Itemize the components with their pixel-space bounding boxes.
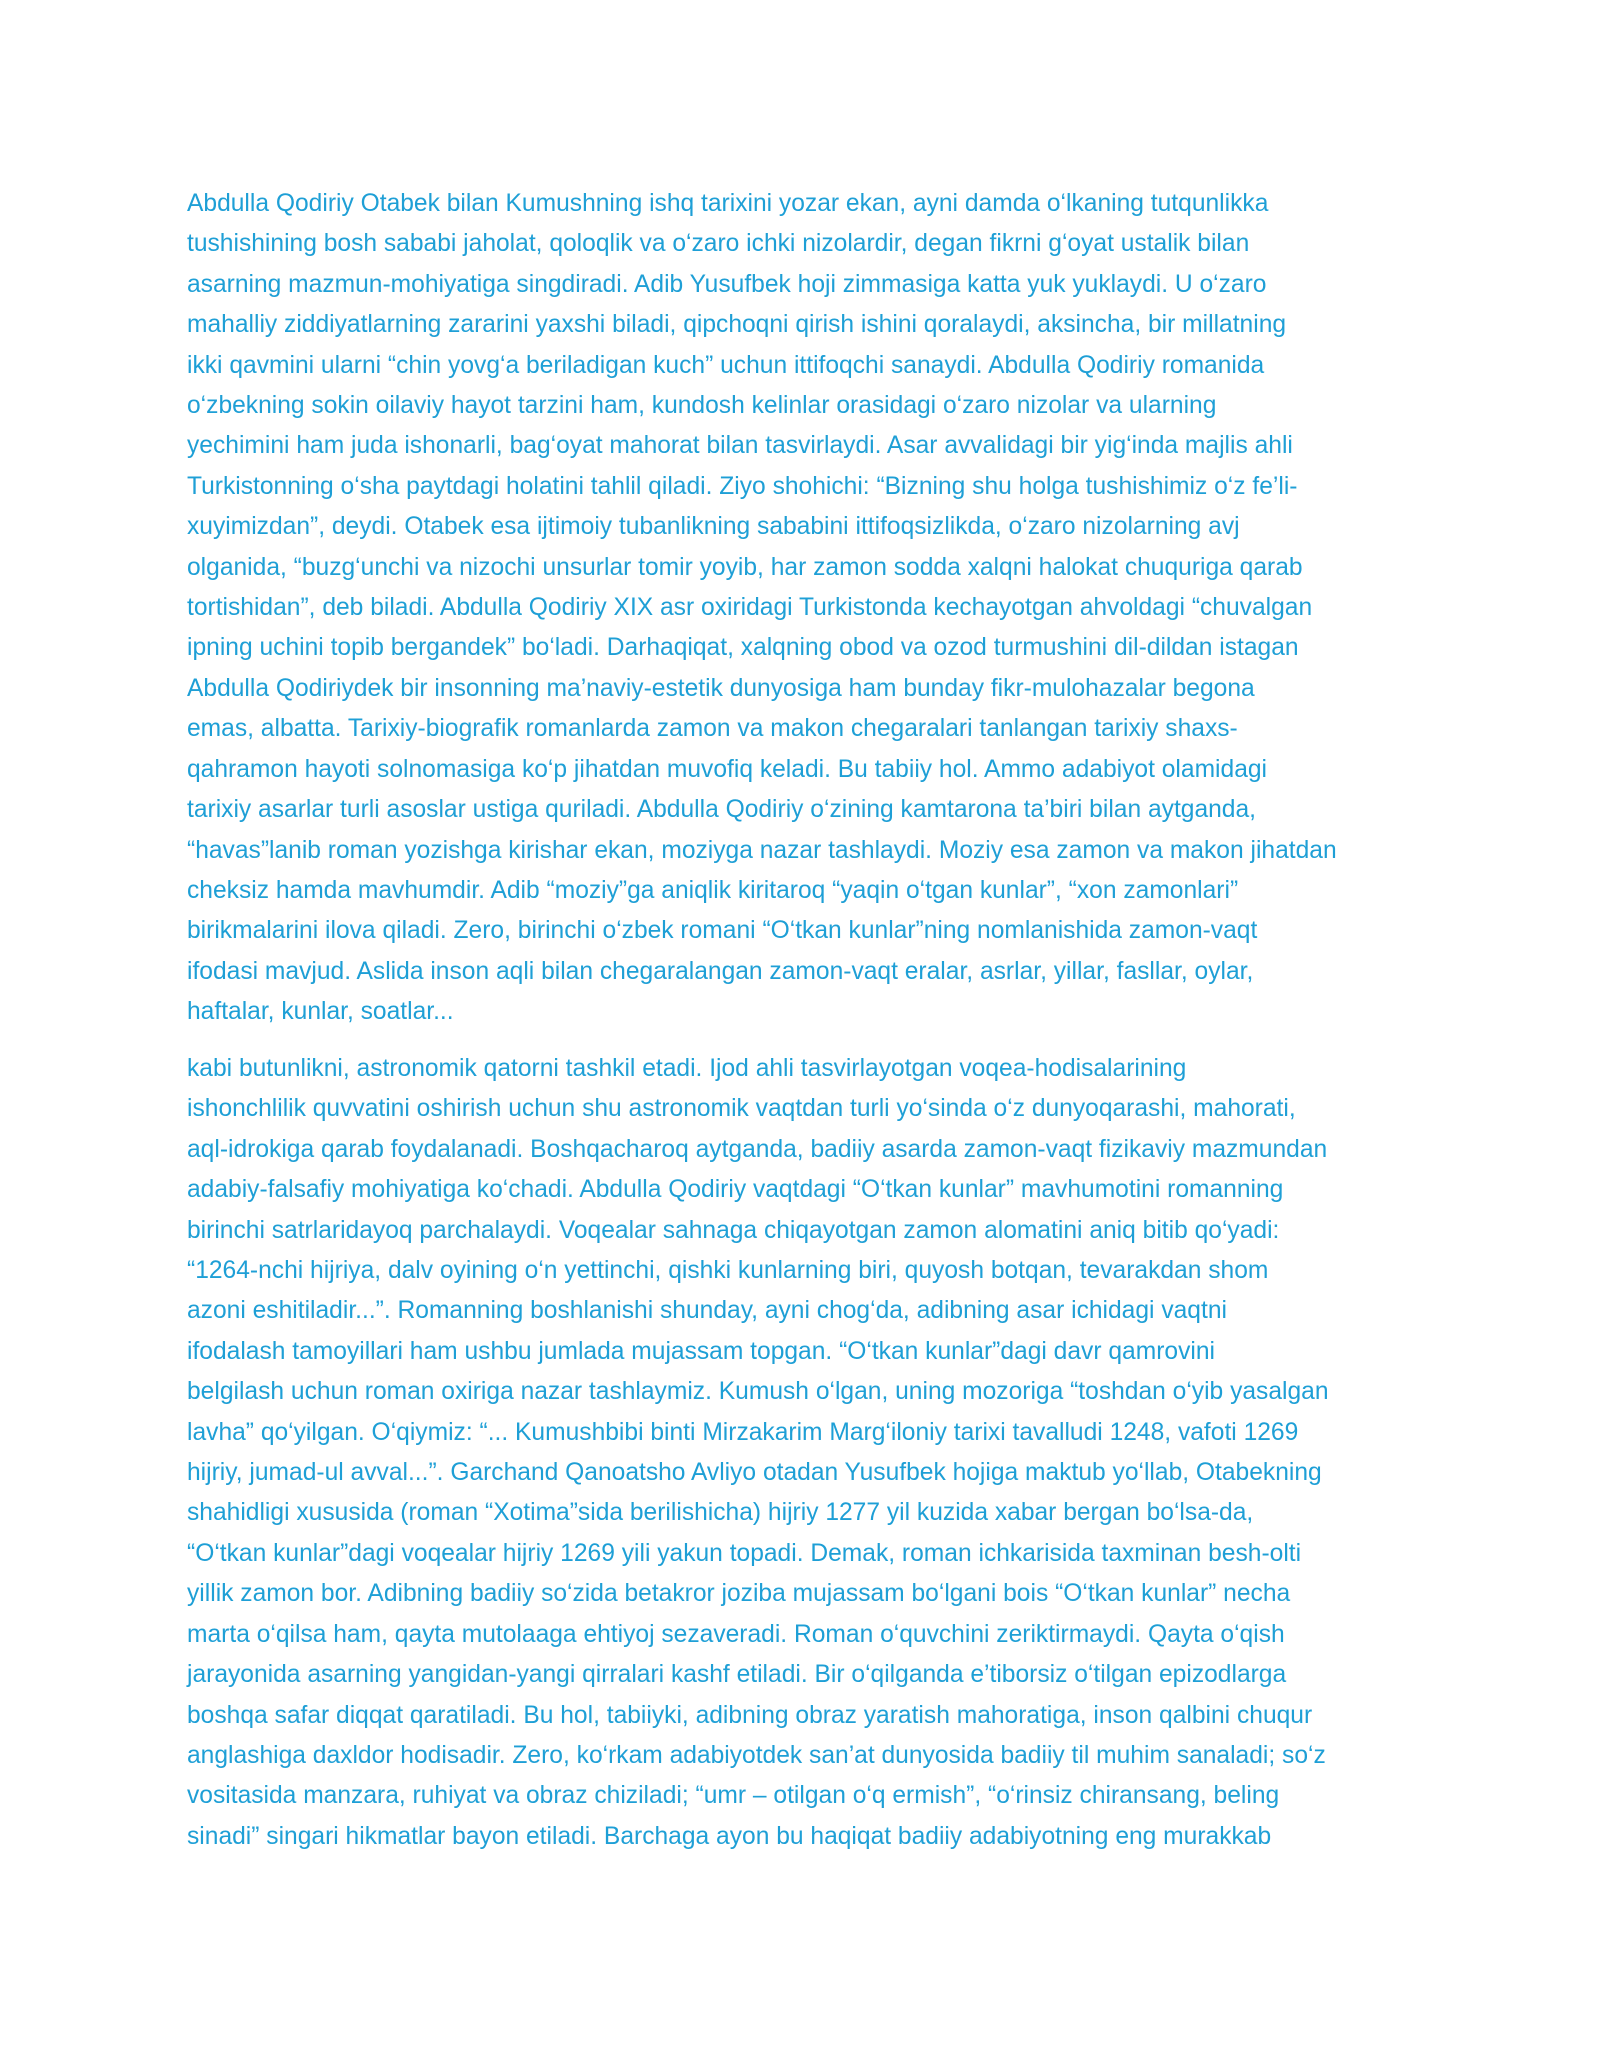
paragraph-2 [187, 1049, 1405, 1857]
text-line: tortishidan”, deb biladi. Abdulla Qodiriy XIX asr oxiridagi Turkistonda kechayotgan ahvoldagi “chuvalgan [187, 594, 1313, 622]
text-line: boshqa safar diqqat qaratiladi. Bu hol, tabiiyki, adibning obraz yaratish mahoratiga, inson qalbini chuqur [187, 1701, 1313, 1729]
text-line: yechimini ham juda ishonarli, bag‘oyat mahorat bilan tasvirlaydi. Asar avvalidagi bir yig‘inda majlis ahli [187, 432, 1293, 460]
text-line: ishonchlilik quvvatini oshirish uchun shu astronomik vaqtdan turli yo‘sinda o‘z dunyoqarashi, mahorati, [187, 1095, 1296, 1123]
text-line: xuyimizdan”, deydi. Otabek esa ijtimoiy tubanlikning sababini ittifoqsizlikda, o‘zaro nizolarning avj [187, 513, 1240, 541]
text-line: o‘zbekning sokin oilaviy hayot tarzini ham, kundosh kelinlar orasidagi o‘zaro nizolar va ularning [187, 392, 1217, 420]
text-line: anglashiga daxldor hodisadir. Zero, ko‘rkam adabiyotdek san’at dunyosida badiiy til muhim sanaladi; so‘z [187, 1741, 1326, 1769]
text-line: “havas”lanib roman yozishga kirishar ekan, moziyga nazar tashlaydi. Moziy esa zamon va makon jihatdan [187, 836, 1337, 864]
text-line: ifodalash tamoyillari ham ushbu jumlada mujassam topgan. “O‘tkan kunlar”dagi davr qamrovini [187, 1337, 1215, 1365]
text-line: cheksiz hamda mavhumdir. Adib “moziy”ga aniqlik kiritaroq “yaqin o‘tgan kunlar”, “xon zamonlari” [187, 876, 1239, 904]
text-line: olganida, “buzg‘unchi va nizochi unsurlar tomir yoyib, har zamon sodda xalqni halokat chuquriga qarab [187, 553, 1303, 581]
text-line: “1264-nchi hijriya, dalv oyining o‘n yettinchi, qishki kunlarning biri, quyosh botqan, tevarakdan shom [187, 1257, 1269, 1285]
text-line: belgilash uchun roman oxiriga nazar tashlaymiz. Kumush o‘lgan, uning mozoriga “toshdan o‘yib yasalgan [187, 1378, 1329, 1406]
text-line: adabiy-falsafiy mohiyatiga ko‘chadi. Abdulla Qodiriy vaqtdagi “O‘tkan kunlar” mavhumotini romanning [187, 1176, 1284, 1204]
text-line: Abdulla Qodiriydek bir insonning ma’naviy-estetik dunyosiga ham bunday fikr-mulohazalar begona [187, 674, 1255, 702]
text-line: ikki qavmini ularni “chin yovg‘a beriladigan kuch” uchun ittifoqchi sanaydi. Abdulla Qodiriy romanida [187, 351, 1265, 379]
text-line: vositasida manzara, ruhiyat va obraz chiziladi; “umr – otilgan o‘q ermish”, “o‘rinsiz chiransang, beling [187, 1782, 1280, 1810]
text-line: emas, albatta. Tarixiy-biografik romanlarda zamon va makon chegaralari tanlangan tarixiy shaxs- [187, 715, 1238, 743]
text-line: asarning mazmun-mohiyatiga singdiradi. Adib Yusufbek hoji zimmasiga katta yuk yuklaydi. U o‘zaro [187, 270, 1267, 298]
text-line: birinchi satrlaridayoq parchalaydi. Voqealar sahnaga chiqayotgan zamon alomatini aniq bitib qo‘yadi: [187, 1216, 1280, 1244]
text-line: shahidligi xususida (roman “Xotima”sida berilishicha) hijriy 1277 yil kuzida xabar bergan bo‘lsa-da, [187, 1499, 1254, 1527]
paragraph-1 [187, 184, 1405, 1033]
text-line: kabi butunlikni, astronomik qatorni tashkil etadi. Ijod ahli tasvirlayotgan voqea-hodisalarining [187, 1055, 1187, 1082]
text-line: ifodasi mavjud. Aslida inson aqli bilan chegaralangan zamon-vaqt eralar, asrlar, yillar, fasllar, oylar, [187, 957, 1254, 985]
text-line: “O‘tkan kunlar”dagi voqealar hijriy 1269 yili yakun topadi. Demak, roman ichkarisida taxminan besh-olti [187, 1539, 1302, 1567]
text-line: Turkistonning o‘sha paytdagi holatini tahlil qiladi. Ziyo shohichi: “Bizning shu holga tushishimiz o‘z fe’li- [187, 472, 1298, 500]
text-line: sinadi” singari hikmatlar bayon etiladi. Barchaga ayon bu haqiqat badiiy adabiyotning eng murakkab [187, 1822, 1272, 1850]
text-line: tarixiy asarlar turli asoslar ustiga quriladi. Abdulla Qodiriy o‘zining kamtarona ta’biri bilan aytganda, [187, 796, 1256, 824]
text-line: yillik zamon bor. Adibning badiiy so‘zida betakror joziba mujassam bo‘lgani bois “O‘tkan kunlar” necha [187, 1580, 1291, 1608]
text-line: Abdulla Qodiriy Otabek bilan Kumushning ishq tarixini yozar ekan, ayni damda o‘lkaning tutqunlikka [187, 190, 1269, 217]
text-line: jarayonida asarning yangidan-yangi qirralari kashf etiladi. Bir o‘qilganda e’tiborsiz o‘tilgan epizodlarga [187, 1661, 1287, 1689]
text-line: marta o‘qilsa ham, qayta mutolaaga ehtiyoj sezaveradi. Roman o‘quvchini zeriktirmaydi. Qayta o‘qish [187, 1620, 1285, 1648]
text-line: ipning uchini topib bergandek” bo‘ladi. Darhaqiqat, xalqning obod va ozod turmushini dil-dildan istagan [187, 634, 1299, 662]
text-line: aql-idrokiga qarab foydalanadi. Boshqacharoq aytganda, badiiy asarda zamon-vaqt fizikaviy mazmundan [187, 1135, 1328, 1163]
text-line: hijriy, jumad-ul avval...”. Garchand Qanoatsho Avliyo otadan Yusufbek hojiga maktub yo‘llab, Otabekning [187, 1459, 1322, 1487]
text-line: azoni eshitiladir...”. Romanning boshlanishi shunday, ayni chog‘da, adibning asar ichidagi vaqtni [187, 1297, 1227, 1325]
text-line: qahramon hayoti solnomasiga ko‘p jihatdan muvofiq keladi. Bu tabiiy hol. Ammo adabiyot olamidagi [187, 755, 1268, 783]
text-line: lavha” qo‘yilgan. O‘qiymiz: “... Kumushbibi binti Mirzakarim Marg‘iloniy tarixi tavalludi 1248, vafoti 1269 [187, 1418, 1299, 1446]
text-line: birikmalarini ilova qiladi. Zero, birinchi o‘zbek romani “O‘tkan kunlar”ning nomlanishida zamon-vaqt [187, 917, 1258, 945]
text-line: tushishining bosh sababi jaholat, qoloqlik va o‘zaro ichki nizolardir, degan fikrni g‘oyat ustalik bilan [187, 230, 1250, 258]
text-line: haftalar, kunlar, soatlar... [187, 998, 454, 1026]
text-line: mahalliy ziddiyatlarning zararini yaxshi biladi, qipchoqni qirish ishini qoralaydi, aksincha, bir millatning [187, 311, 1287, 339]
